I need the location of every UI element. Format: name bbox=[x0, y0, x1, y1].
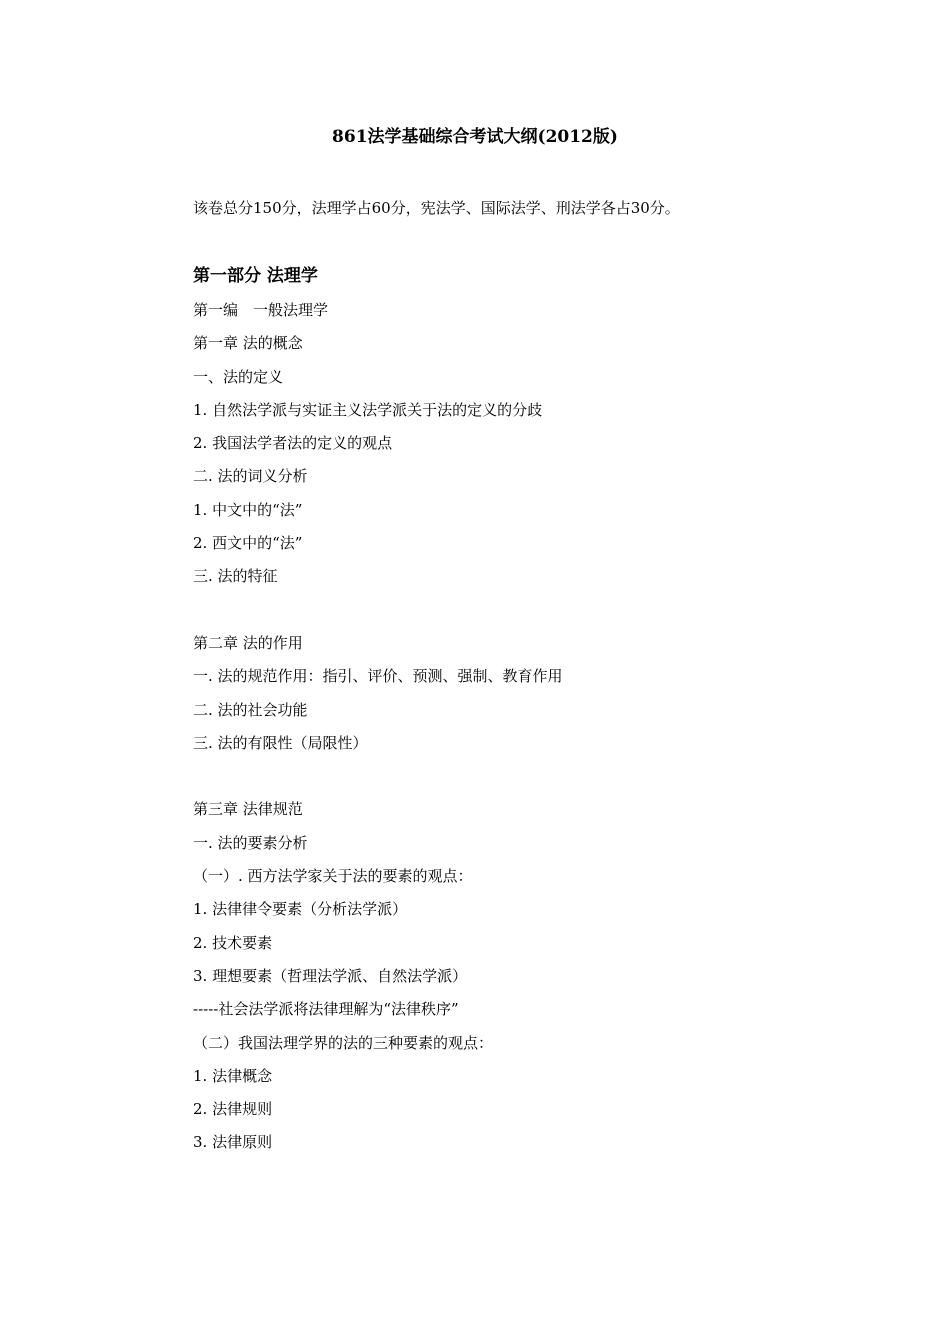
outline-line: -----社会法学派将法律理解为“法律秩序” bbox=[193, 1000, 459, 1019]
outline-line: 一、法的定义 bbox=[193, 367, 284, 386]
outline-line: 一. 法的要素分析 bbox=[193, 833, 308, 852]
outline-line: 2. 法律规则 bbox=[193, 1100, 273, 1119]
outline-line: 2. 我国法学者法的定义的观点 bbox=[193, 434, 393, 453]
outline-line: 1. 中文中的“法” bbox=[193, 500, 303, 519]
part-heading: 第一部分 法理学 bbox=[193, 266, 318, 286]
outline-line: （一）. 西方法学家关于法的要素的观点： bbox=[193, 867, 473, 886]
outline-line: 2. 技术要素 bbox=[193, 933, 273, 952]
blank-line bbox=[193, 763, 563, 796]
outline-line: 一. 法的规范作用：指引、评价、预测、强制、教育作用 bbox=[193, 667, 563, 686]
outline-line: 1. 法律概念 bbox=[193, 1066, 273, 1085]
blank-line bbox=[193, 597, 563, 630]
outline-line: 1. 自然法学派与实证主义法学派关于法的定义的分歧 bbox=[193, 400, 543, 419]
outline-line: 二. 法的社会功能 bbox=[193, 700, 308, 719]
outline-line: 第二章 法的作用 bbox=[193, 633, 303, 652]
outline-list bbox=[193, 297, 563, 1163]
outline-line: 2. 西文中的“法” bbox=[193, 534, 303, 553]
score-intro: 该卷总分150分，法理学占60分，宪法学、国际法学、刑法学各占30分。 bbox=[193, 199, 680, 217]
outline-line: 三. 法的特征 bbox=[193, 567, 278, 586]
outline-line: 第一章 法的概念 bbox=[193, 334, 303, 353]
outline-line: 二. 法的词义分析 bbox=[193, 467, 308, 486]
outline-line: 第一编 一般法理学 bbox=[193, 301, 329, 319]
outline-line: 第三章 法律规范 bbox=[193, 800, 303, 819]
outline-line: 3. 法律原则 bbox=[193, 1133, 273, 1152]
outline-line: 三. 法的有限性（局限性） bbox=[193, 733, 368, 752]
outline-line: （二）我国法理学界的法的三种要素的观点： bbox=[193, 1033, 494, 1052]
outline-line: 3. 理想要素（哲理法学派、自然法学派） bbox=[193, 966, 468, 985]
document-title: 861法学基础综合考试大纲(2012版) bbox=[332, 127, 618, 147]
outline-line: 1. 法律律令要素（分析法学派） bbox=[193, 900, 408, 919]
